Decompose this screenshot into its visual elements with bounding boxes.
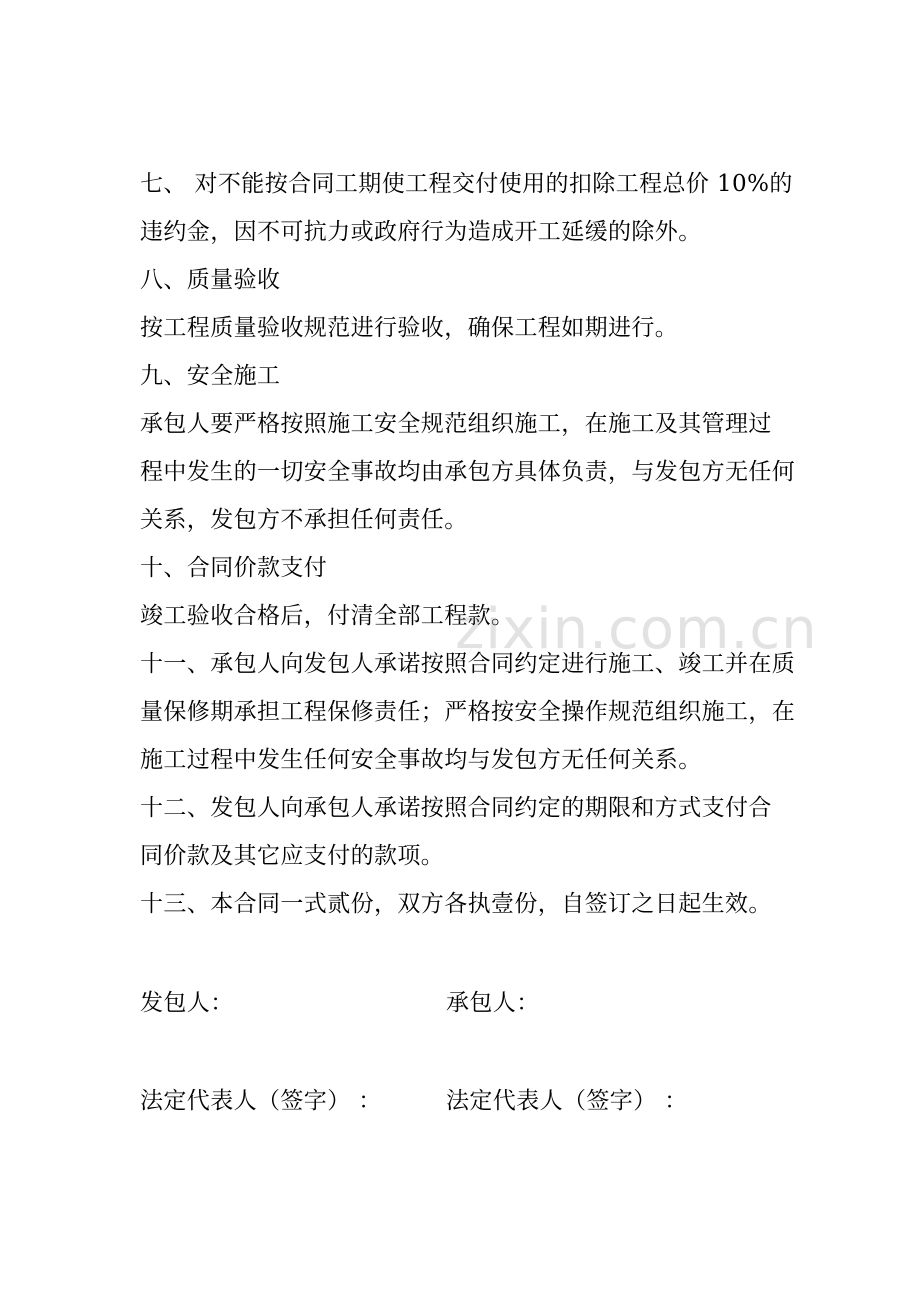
employer-rep-signature-label: 法定代表人（签字） ：	[140, 1088, 382, 1114]
employer-label: 发包人：	[140, 990, 234, 1016]
clause-11-line-2: 量保修期承担工程保修责任；严格按安全操作规范组织施工，在	[140, 699, 796, 725]
clause-12-line-1: 十二、发包人向承包人承诺按照合同约定的期限和方式支付合	[140, 795, 772, 821]
clause-7-line-1: 七、 对不能按合同工期使工程交付使用的扣除工程总价 10%的	[140, 171, 793, 197]
clause-12-line-2: 同价款及其它应支付的款项。	[140, 843, 445, 869]
clause-10-heading: 十、合同价款支付	[140, 555, 328, 581]
clause-7-line-2: 违约金，因不可抗力或政府行为造成开工延缓的除外。	[140, 219, 702, 245]
clause-9-line-2: 程中发生的一切安全事故均由承包方具体负责，与发包方无任何	[140, 459, 796, 485]
contractor-rep-signature-label: 法定代表人（签字） ：	[446, 1088, 688, 1114]
clause-8-text: 按工程质量验收规范进行验收，确保工程如期进行。	[140, 315, 679, 341]
clause-13-text: 十三、本合同一式贰份，双方各执壹份，自签订之日起生效。	[140, 891, 772, 917]
clause-11-line-3: 施工过程中发生任何安全事故均与发包方无任何关系。	[140, 747, 702, 773]
contractor-label: 承包人：	[446, 990, 540, 1016]
clause-10-text: 竣工验收合格后，付清全部工程款。	[140, 603, 515, 629]
clause-9-heading: 九、安全施工	[140, 363, 281, 389]
clause-11-line-1: 十一、承包人向发包人承诺按照合同约定进行施工、竣工并在质	[140, 651, 796, 677]
watermark: zixin.com.cn	[455, 597, 818, 662]
clause-9-line-1: 承包人要严格按照施工安全规范组织施工，在施工及其管理过	[140, 411, 772, 437]
clause-8-heading: 八、质量验收	[140, 267, 281, 293]
clause-9-line-3: 关系，发包方不承担任何责任。	[140, 507, 468, 533]
